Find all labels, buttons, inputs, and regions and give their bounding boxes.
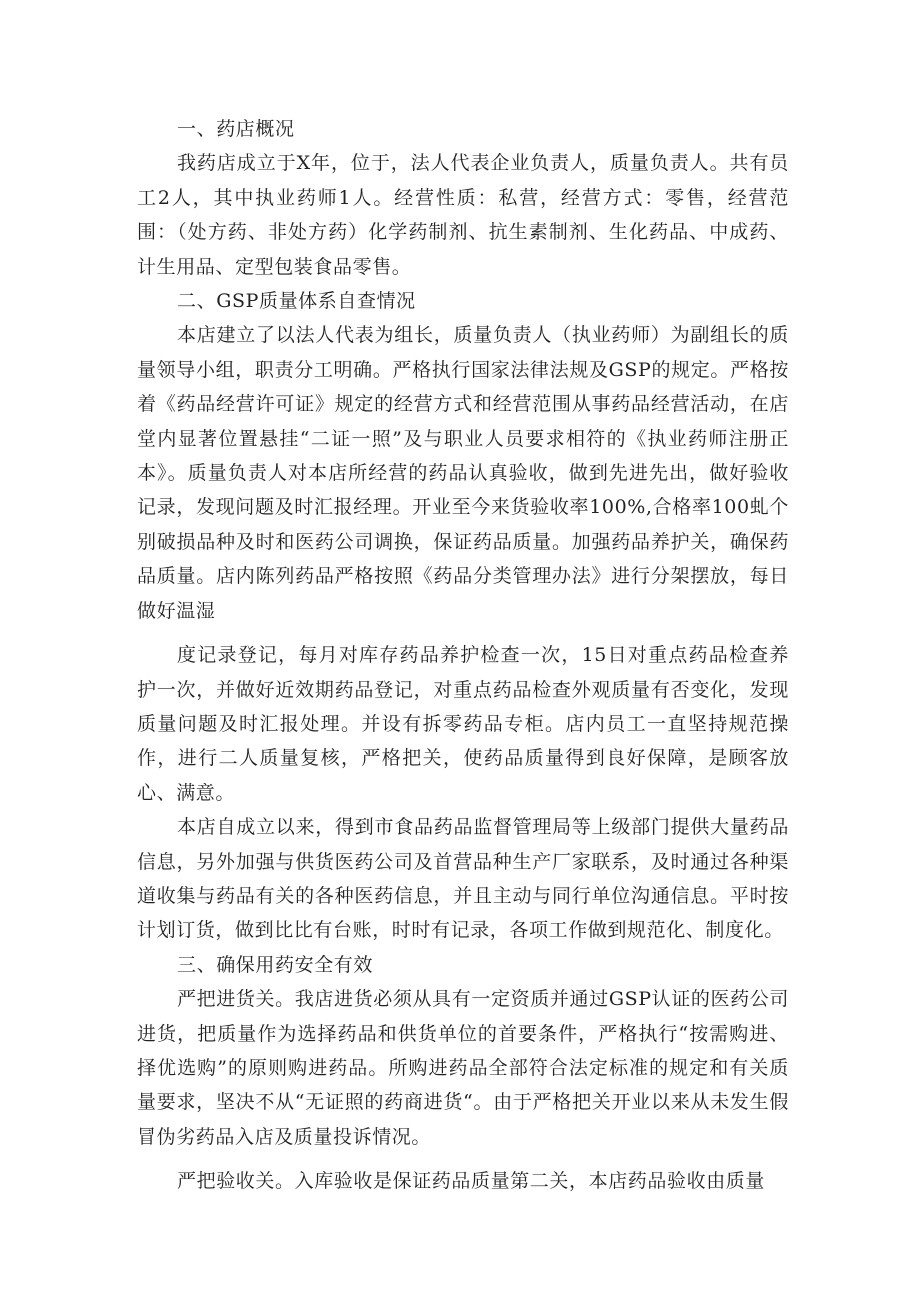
paragraph-temperature-records: 度记录登记，每月对库存药品养护检查一次，15日对重点药品检查养护一次，并做好近效期药品登记，对重点药品检查外观质量有否变化，发现质量问题及时汇报处理。并设有拆零药品专柜。店内员工一直坚持规范操作，进行二人质量复核，严格把关，使药品质量得到良好保障，是顾客放心、满意。 [137,644,789,804]
paragraph-information-collection: 本店自成立以来，得到市食品药品监督管理局等上级部门提供大量药品信息，另外加强与供货医药公司及首营品种生产厂家联系，及时通过各种渠道收集与药品有关的各种医药信息，并且主动与同行单位沟通信息。平时按计划订货，做到比比有台账，时时有记录，各项工作做到规范化、制度化。 [137,816,789,942]
paragraph-overview: 我药店成立于X年，位于，法人代表企业负责人，质量负责人。共有员工2人，其中执业药师1人。经营性质：私营，经营方式：零售，经营范围：（处方药、非处方药）化学药制剂、抗生素制剂、生化药品、中成药、计生用品、定型包装食品零售。 [137,152,789,278]
paragraph-gap [137,1154,789,1164]
paragraph-gap [137,628,789,638]
section-heading-overview: 一、药店概况 [177,118,295,140]
paragraph-acceptance-control: 严把验收关。入库验收是保证药品质量第二关，本店药品验收由质量 [177,1170,766,1193]
section-heading-gsp-self-check: 二、GSP质量体系自查情况 [177,290,416,313]
section-heading-drug-safety: 三、确保用药安全有效 [177,953,374,976]
document-body [137,112,789,1199]
paragraph-gsp-quality-system: 本店建立了以法人代表为组长，质量负责人（执业药师）为副组长的质量领导小组，职责分工明确。严格执行国家法律法规及GSP的规定。严格按着《药品经营许可证》规定的经营方式和经营范围从事药品经营活动，在店堂内显著位置悬挂“二证一照”及与职业人员要求相符的《执业药师注册正本》。质量负责人对本店所经营的药品认真验收，做到先进先出，做好验收记录，发现问题及时汇报经理。开业至今来货验收率100%,合格率100虬个别破损品种及时和医药公司调换，保证药品质量。加强药品养护关，确保药品质量。店内陈列药品严格按照《药品分类管理办法》进行分架摆放，每日做好温湿 [137,324,789,622]
paragraph-purchase-control: 严把进货关。我店进货必须从具有一定资质并通过GSP认证的医药公司进货，把质量作为选择药品和供货单位的首要条件，严格执行“按需购进、择优选购”的原则购进药品。所购进药品全部符合法定标准的规定和有关质量要求，坚决不从“无证照的药商进货“。由于严格把关开业以来从未发生假冒伪劣药品入店及质量投诉情况。 [137,988,789,1148]
